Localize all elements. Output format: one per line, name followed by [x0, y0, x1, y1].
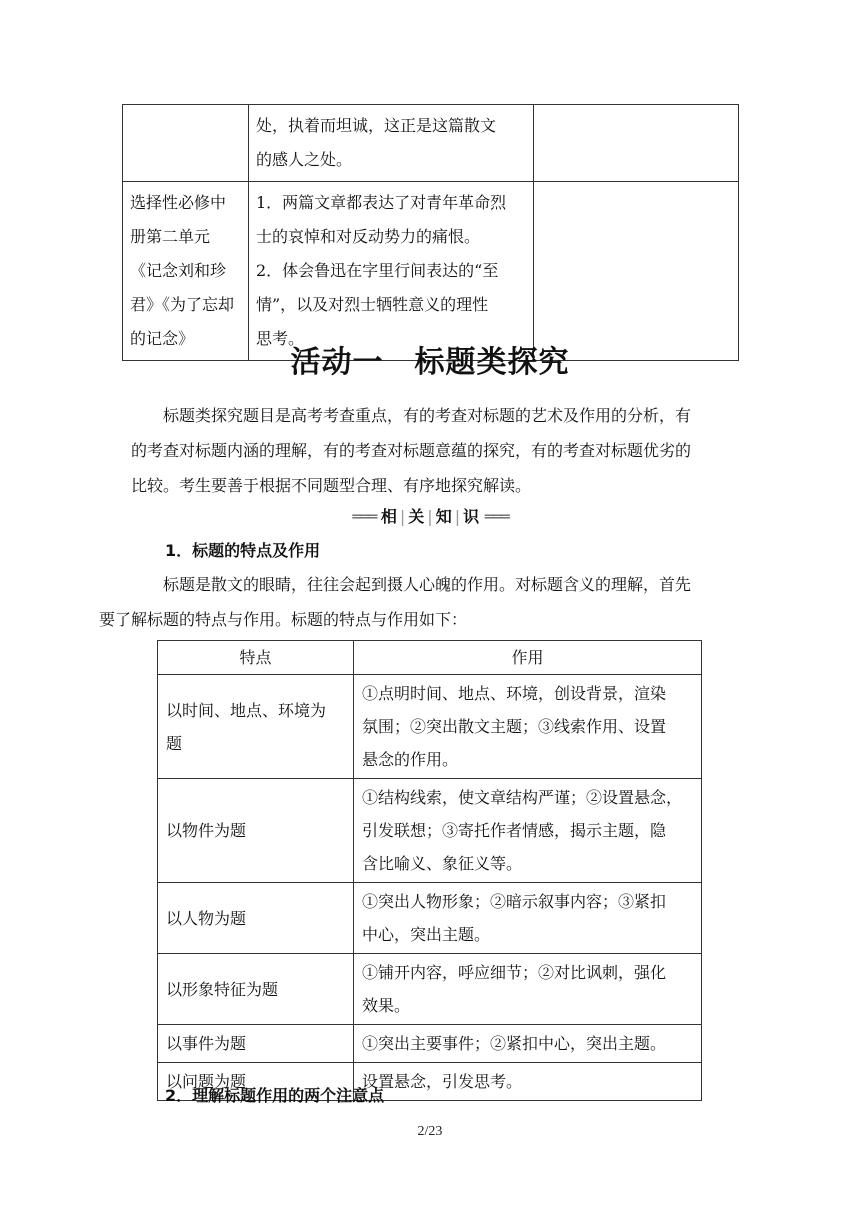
- paragraph-2: [99, 567, 737, 637]
- text-line: 以时间、地点、环境为: [166, 700, 327, 720]
- effect-cell: [354, 779, 702, 883]
- table-row: [158, 954, 702, 1025]
- table-row: [158, 1025, 702, 1063]
- feature-cell: [158, 883, 354, 954]
- text-line: 标题类探究题目是高考考查重点，有的考查对标题的艺术及作用的分析，有: [163, 406, 692, 425]
- effect-cell: [354, 883, 702, 954]
- decoration: ═══: [352, 507, 376, 526]
- page-number: 2/23: [417, 1124, 443, 1139]
- text-line: 中心，突出主题。: [362, 925, 491, 944]
- column-header: 特点: [158, 641, 354, 675]
- text-line: 悬念的作用。: [362, 750, 459, 769]
- text-line: 要了解标题的特点与作用。标题的特点与作用如下：: [99, 610, 468, 629]
- table-row: [158, 675, 702, 779]
- feature-cell: [158, 675, 354, 779]
- subheading-1: 1．标题的特点及作用: [165, 541, 321, 560]
- text-line: 册第二单元: [130, 227, 211, 246]
- text-line: 的记念》: [130, 329, 195, 348]
- text-line: ①突出主要事件；②紧扣中心，突出主题。: [362, 1034, 667, 1053]
- feature-cell: [158, 779, 354, 883]
- unit-cell: [123, 105, 249, 182]
- curriculum-table: [122, 104, 739, 361]
- text-line: 以物件为题: [166, 821, 247, 840]
- text-line: ①结构线索，使文章结构严谨；②设置悬念，: [362, 788, 683, 807]
- heading-char: 相: [380, 507, 397, 526]
- text-line: 君》《为了忘却: [130, 295, 235, 314]
- text-line: 的感人之处。: [256, 150, 353, 169]
- decoration: ═══: [484, 507, 508, 526]
- effect-cell: [354, 675, 702, 779]
- goal-cell: [249, 105, 534, 182]
- effect-cell: [354, 954, 702, 1025]
- effect-cell: [354, 1025, 702, 1063]
- unit-cell: [123, 182, 249, 361]
- table-row: [123, 182, 739, 361]
- table-row: [158, 883, 702, 954]
- intro-paragraph: [131, 398, 737, 503]
- text-line: 2．体会鲁迅在字里行间表达的“至: [256, 261, 499, 280]
- heading-char: 关: [408, 507, 425, 526]
- text-line: 设置悬念，引发思考。: [362, 1072, 523, 1091]
- text-line: 以事件为题: [166, 1034, 247, 1053]
- text-line: ①突出人物形象；②暗示叙事内容；③紧扣: [362, 892, 667, 911]
- text-line: 1．两篇文章都表达了对青年革命烈: [256, 193, 507, 212]
- text-line: 士的哀悼和对反动势力的痛恨。: [256, 227, 481, 246]
- text-line: 氛围；②突出散文主题；③线索作用、设置: [362, 717, 667, 736]
- text-line: ①铺开内容，呼应细节；②对比讽刺，强化: [362, 963, 667, 982]
- text-line: 思考。: [256, 329, 305, 348]
- text-line: 情”，以及对烈士牺牲意义的理性: [256, 295, 489, 314]
- text-line: 效果。: [362, 996, 411, 1015]
- feature-cell: [158, 1025, 354, 1063]
- text-line: 《记念刘和珍: [130, 261, 227, 280]
- feature-cell: [158, 954, 354, 1025]
- heading-char: 识: [463, 507, 480, 526]
- activity-title: 活动一 标题类探究: [290, 345, 570, 380]
- text-line: 以人物为题: [166, 908, 247, 928]
- text-line: 含比喻义、象征义等。: [362, 854, 523, 873]
- text-line: 标题是散文的眼睛，往往会起到摄人心魄的作用。对标题含义的理解，首先: [163, 575, 692, 594]
- text-line: 题: [166, 733, 183, 753]
- section-heading: ═══ 相 | 关 | 知 | 识 ═══: [352, 507, 508, 526]
- features-table: [157, 640, 702, 1101]
- empty-cell: [534, 105, 739, 182]
- text-line: 选择性必修中: [130, 193, 227, 212]
- table-row: [158, 779, 702, 883]
- text-line: ①点明时间、地点、环境，创设背景，渲染: [362, 684, 667, 703]
- empty-cell: [534, 182, 739, 361]
- text-line: 引发联想；③寄托作者情感，揭示主题，隐: [362, 821, 667, 840]
- goal-cell: [249, 182, 534, 361]
- effect-cell: [354, 1063, 702, 1101]
- subheading-2: 2．理解标题作用的两个注意点: [165, 1086, 385, 1105]
- text-line: 以问题为题: [166, 1072, 247, 1091]
- text-line: 的考查对标题内涵的理解，有的考查对标题意蕴的探究，有的考查对标题优劣的: [131, 441, 692, 460]
- heading-char: 知: [435, 507, 452, 526]
- column-header: 作用: [354, 641, 702, 675]
- table-row: [123, 105, 739, 182]
- text-line: 以形象特征为题: [166, 979, 279, 999]
- text-line: 比较。考生要善于根据不同题型合理、有序地探究解读。: [131, 476, 532, 495]
- text-line: 处，执着而坦诚，这正是这篇散文: [256, 116, 497, 135]
- table-header-row: [158, 641, 702, 675]
